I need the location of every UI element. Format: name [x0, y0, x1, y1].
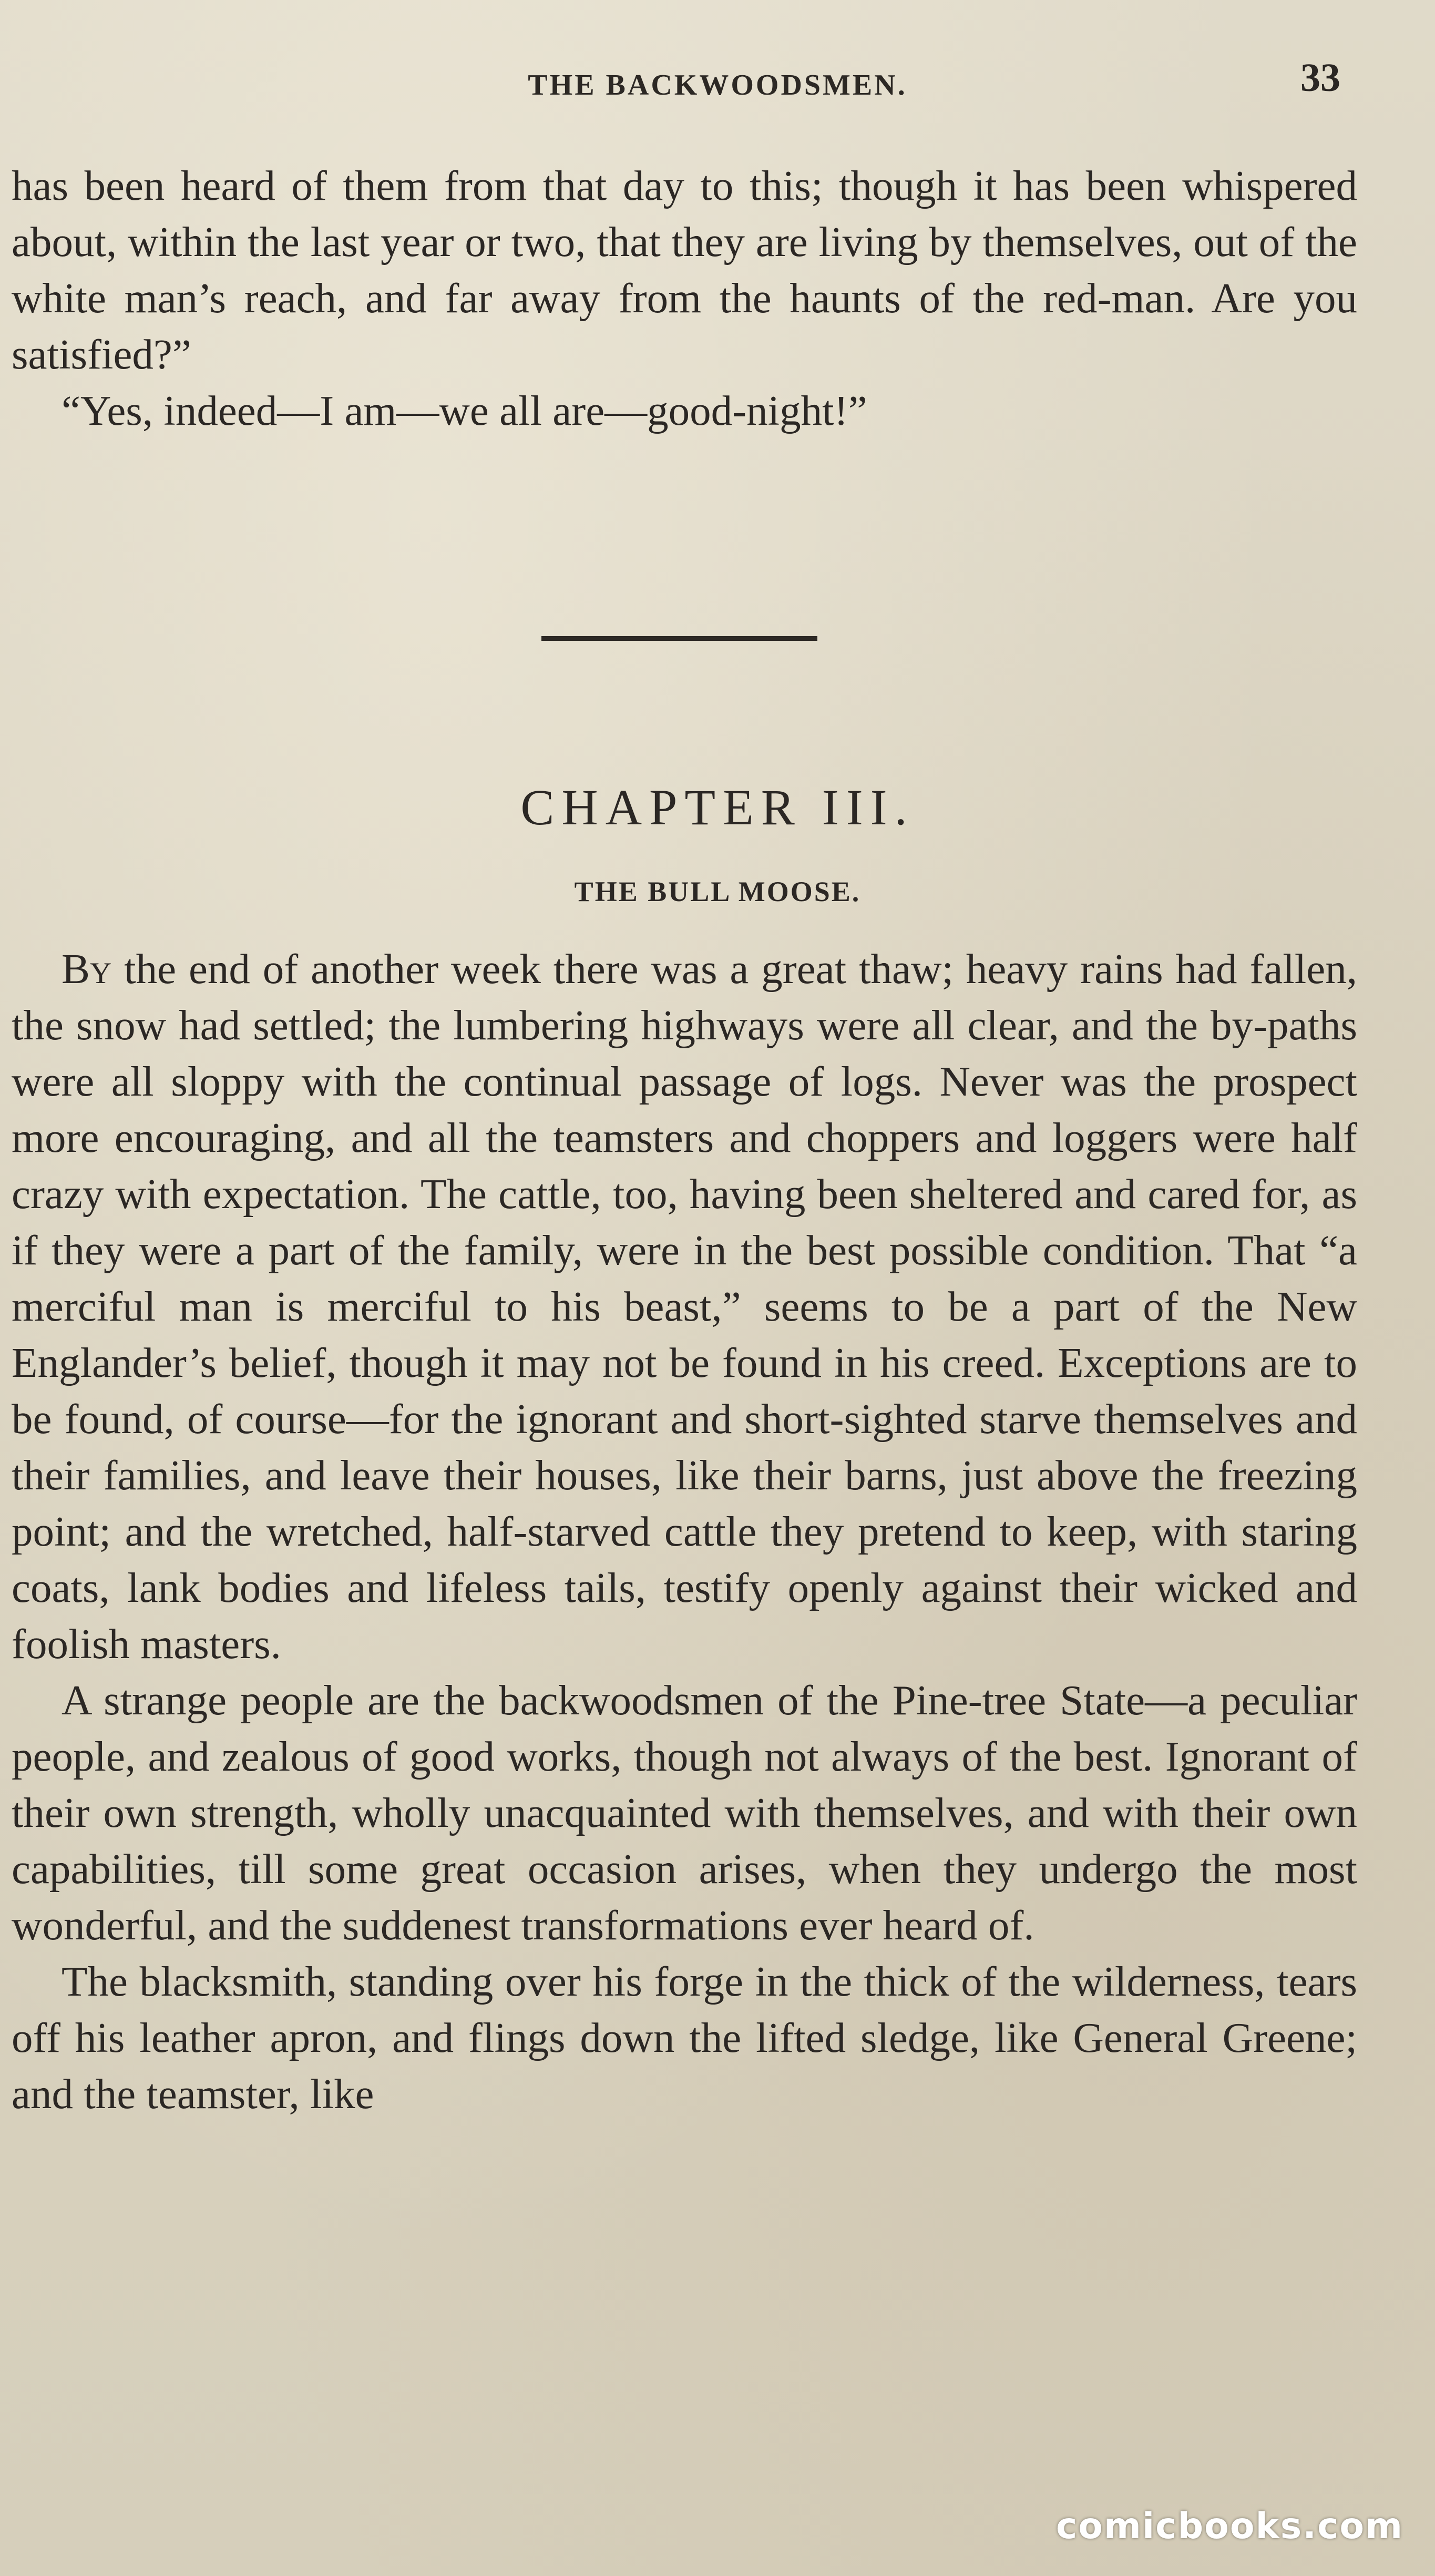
paragraph: A strange people are the backwoodsmen of the Pine-tree State—a peculiar people, and zealous of good works, though not always of the best. Ignorant of their own strength, wholly unacquainted with themselves, and with their own capabilities, till some great occasion arises, when they undergo the most wonderful, and the suddenest transformations ever heard of. [12, 1677, 1357, 1949]
section-divider [541, 636, 817, 641]
paragraph-body: the end of another week there was a great thaw; heavy rains had fallen, the snow had settled; the lumbering highways were all clear, and the by-paths were all sloppy with the continual passage of logs. Never was the prospect more encouraging, and all the teamsters and choppers and loggers were half crazy with expectation. The cattle, too, having been sheltered and cared for, as if they were a part of the family, were in the best possible condition. That “a merciful man is merciful to his beast,” seems to be a part of the New Englander’s belief, though it may not be found in his creed. Exceptions are to be found, of course—for the ignorant and short-sighted starve themselves and their families, and leave their houses, like their barns, just above the freezing point; and the wretched, half-starved cattle they pretend to keep, with staring coats, lank bodies and lifeless tails, testify openly against their wicked and foolish masters. [12, 945, 1357, 1668]
watermark: comicbooks.com [1055, 2506, 1403, 2547]
continuation-text [12, 158, 1357, 439]
opening-word: By [62, 945, 112, 993]
page-number: 33 [1300, 56, 1340, 100]
chapter-subtitle: THE BULL MOOSE. [574, 876, 861, 907]
paragraph: The blacksmith, standing over his forge in the thick of the wilderness, tears off his leather apron, and flings down the lifted sledge, like General Greene; and the teamster, like [12, 1958, 1357, 2118]
paragraph [12, 941, 1357, 1672]
paragraph: “Yes, indeed—I am—we all are—good-night!” [62, 387, 867, 434]
chapter-text [12, 941, 1357, 2122]
chapter-heading: CHAPTER III. [520, 779, 915, 835]
running-head: THE BACKWOODSMEN. [528, 69, 907, 101]
paragraph: has been heard of them from that day to this; though it has been whispered about, within the last year or two, that they are living by themselves, out of the white man’s reach, and far away from the haunts of the red-man. Are you satisfied?” [12, 162, 1357, 378]
